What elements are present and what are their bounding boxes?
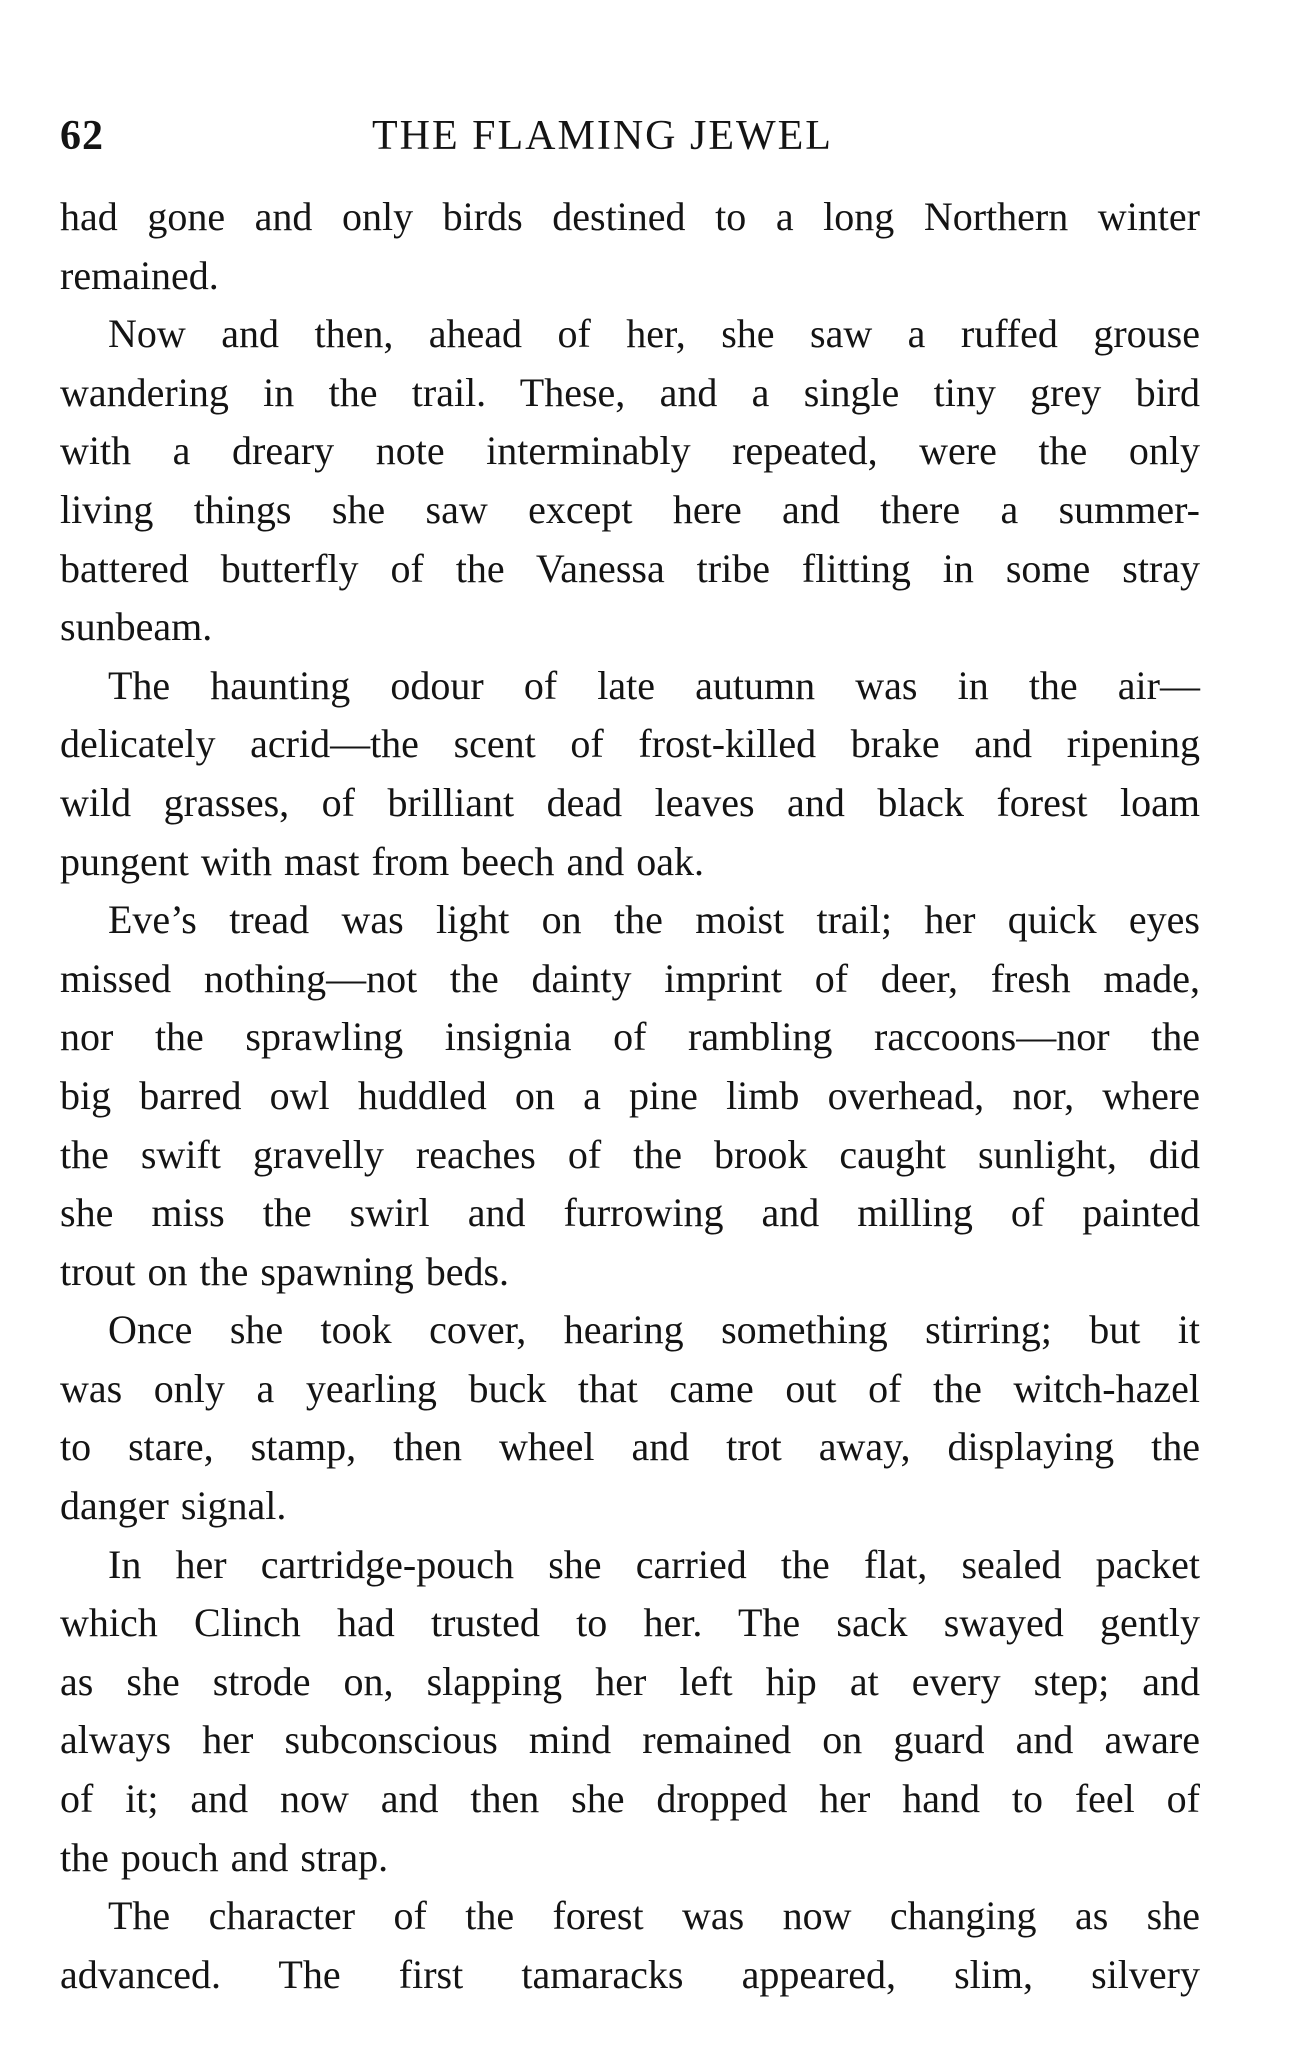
text-line: the swift gravelly reaches of the brook caught sunlight, did	[60, 1131, 1200, 1177]
paragraph-first-line: Eve’s tread was light on the moist trail; her quick eyes	[108, 897, 1200, 943]
text-line: as she strode on, slapping her left hip at every step; and	[60, 1658, 1200, 1704]
text-line: the pouch and strap.	[60, 1834, 389, 1880]
text-line: nor the sprawling insignia of rambling raccoons—nor the	[60, 1014, 1200, 1060]
text-line: big barred owl huddled on a pine limb overhead, nor, where	[60, 1072, 1200, 1118]
text-line: wild grasses, of brilliant dead leaves and black forest loam	[60, 779, 1200, 825]
text-line: to stare, stamp, then wheel and trot away, displaying the	[60, 1424, 1200, 1470]
text-line: wandering in the trail. These, and a single tiny grey bird	[60, 369, 1200, 415]
text-line: living things she saw except here and there a summer-	[60, 486, 1200, 532]
text-line: she miss the swirl and furrowing and milling of painted	[60, 1190, 1200, 1236]
text-line: with a dreary note interminably repeated, were the only	[60, 428, 1200, 474]
text-line: delicately acrid—the scent of frost-killed brake and ripening	[60, 721, 1200, 767]
text-line: sunbeam.	[60, 604, 213, 650]
text-line: always her subconscious mind remained on guard and aware	[60, 1717, 1200, 1763]
text-line: danger signal.	[60, 1483, 287, 1529]
text-line: trout on the spawning beds.	[60, 1248, 510, 1294]
text-line: had gone and only birds destined to a long Northern winter	[60, 194, 1200, 239]
text-line: was only a yearling buck that came out of the witch-hazel	[60, 1365, 1200, 1411]
body-text	[60, 188, 1200, 2004]
text-line: of it; and now and then she dropped her hand to feel of	[60, 1776, 1200, 1822]
running-title: THE FLAMING JEWEL	[372, 113, 833, 159]
paragraph-first-line: Now and then, ahead of her, she saw a ruffed grouse	[108, 311, 1200, 357]
text-line: battered butterfly of the Vanessa tribe flitting in some stray	[60, 545, 1200, 591]
paragraph-first-line: The character of the forest was now changing as she	[108, 1893, 1200, 1939]
text-line: which Clinch had trusted to her. The sack swayed gently	[60, 1600, 1200, 1646]
text-line: advanced. The first tamaracks appeared, slim, silvery	[60, 1951, 1200, 1997]
paragraph-first-line: In her cartridge-pouch she carried the flat, sealed packet	[108, 1541, 1200, 1587]
paragraph-first-line: Once she took cover, hearing something stirring; but it	[108, 1307, 1200, 1353]
paragraph-first-line: The haunting odour of late autumn was in the air—	[108, 662, 1200, 708]
text-line: pungent with mast from beech and oak.	[60, 838, 705, 884]
page-header	[60, 112, 1205, 172]
page-number: 62	[60, 113, 104, 159]
text-line: missed nothing—not the dainty imprint of deer, fresh made,	[60, 955, 1200, 1001]
text-line: remained.	[60, 252, 219, 298]
